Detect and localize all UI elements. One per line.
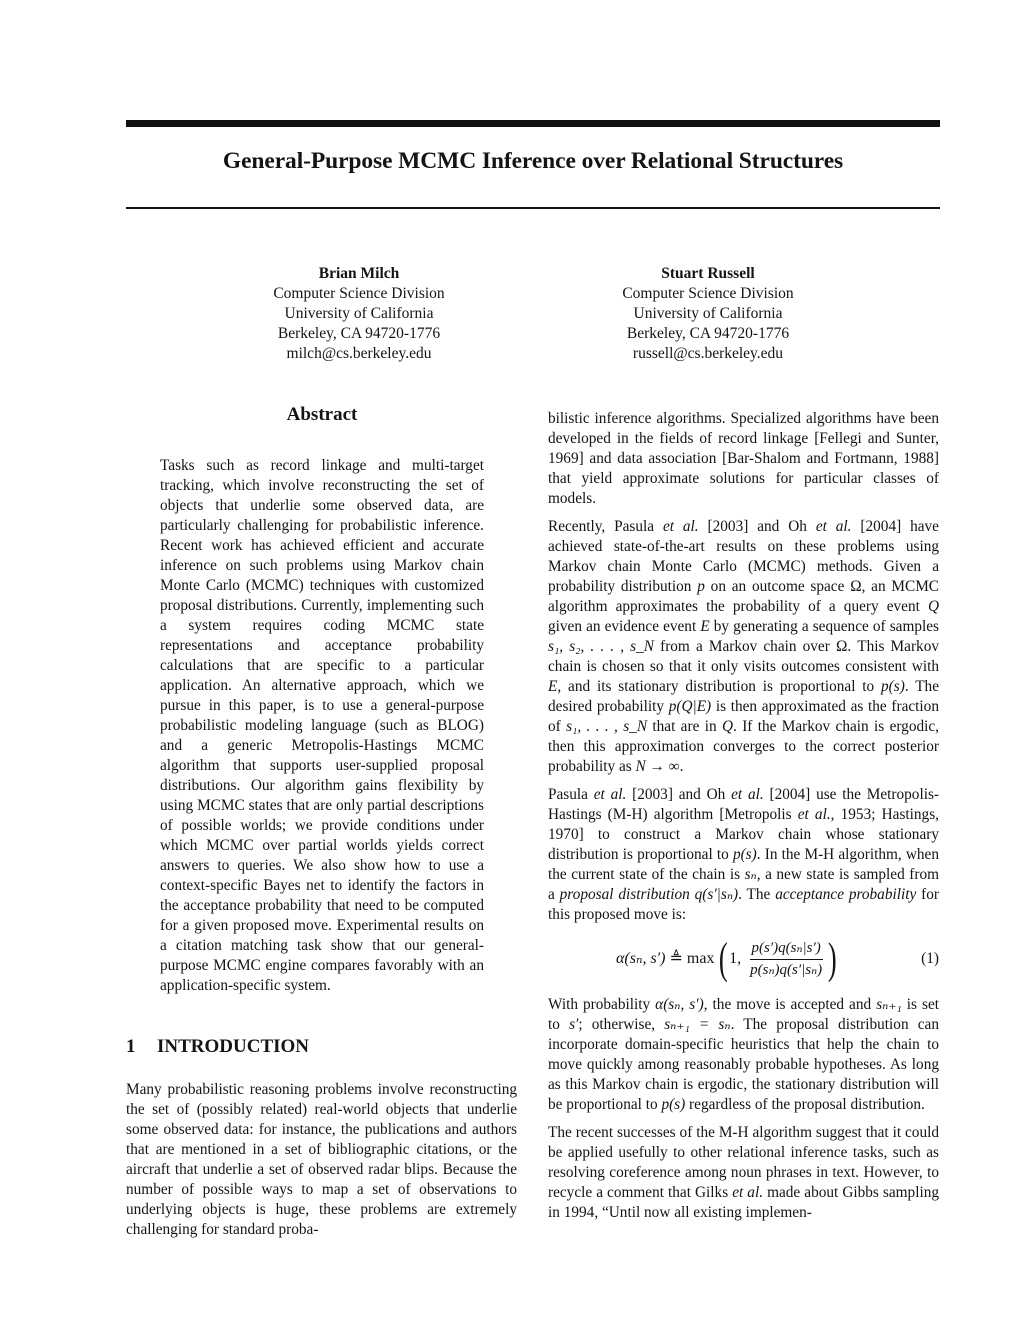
paragraph-continuation: bilistic inference algorithms. Specialized algorithms have been developed in the fields of record linkage [Fellegi and Sunter, 1969] and data association [Bar-Shalom and Fortmann, 1988] that yield approximate solutions for particular classes of models. [548, 410, 939, 507]
author-dept: Computer Science Division [273, 285, 445, 302]
section-number: 1 [126, 1036, 136, 1057]
author-org: University of California [284, 305, 434, 322]
abstract-heading: Abstract [286, 404, 358, 425]
paper-title: General-Purpose MCMC Inference over Relational Structures [222, 148, 844, 174]
author-block-russell [578, 264, 838, 364]
paragraph-mcmc-overview: Recently, Pasula et al. [2003] and Oh et al. [2004] have achieved state-of-the-art results on these problems using Markov chain Monte Carlo (MCMC) methods. Given a probability distribution p on an outcome space Ω, an MCMC algorithm approximates the probability of a query event Q given an evidence event E by generating a sequence of samples s₁, s₂, . . . , s_N from a Markov chain over Ω. This Markov chain is chosen so that it only visits outcomes consistent with E, and its stationary distribution is proportional to p(s). The desired probability p(Q|E) is then approximated as the fraction of s₁, . . . , s_N that are in Q. If the Markov chain is ergodic, then this approximation converges to the correct posterior probability as N → ∞. [548, 518, 939, 775]
author-email: russell@cs.berkeley.edu [632, 345, 784, 362]
section-title: INTRODUCTION [157, 1036, 310, 1057]
equation-max: max [686, 950, 715, 967]
author-block-milch [229, 264, 489, 364]
abstract-text: Tasks such as record linkage and multi-target tracking, which involve reconstructing the set of objects that underlie some observed data, are particularly challenging for probabilistic inference. Recent work has achieved efficient and accurate inference on such problems using Markov chain Monte Carlo (MCMC) techniques with customized proposal distributions. Currently, implementing such a system requires coding MCMC state representations and acceptance probability calculations that are specific to a particular application. An alternative approach, which we pursue in this paper, is to use a general-purpose probabilistic modeling language (such as BLOG) and a generic Metropolis-Hastings MCMC algorithm that supports user-supplied proposal distributions. Our algorithm gains flexibility by using MCMC states that are only partial descriptions of possible worlds; we provide conditions under which MCMC over partial worlds yields correct answers to queries. We also show how to use a context-specific Bayes net to identify the factors in the acceptance probability that need to be computed for a given proposed move. Experimental results on a citation matching task show that our general-purpose MCMC engine compares favorably with an application-specific system. [160, 457, 484, 994]
fraction-denominator: p(sₙ)q(s′|sₙ) [750, 961, 823, 978]
right-paren: ) [828, 934, 837, 983]
equation-one: 1, [729, 950, 742, 967]
author-dept: Computer Science Division [622, 285, 794, 302]
author-name: Brian Milch [318, 265, 400, 282]
right-column [548, 409, 939, 1223]
author-name: Stuart Russell [661, 265, 755, 282]
author-email: milch@cs.berkeley.edu [286, 345, 432, 362]
intro-paragraph: Many probabilistic reasoning problems involve reconstructing the set of (possibly related) real-world objects that underlie some observed data: for instance, the publications and authors that are mentioned in a set of bibliographic citations, or the aircraft that underlie a set of observed radar blips. Because the number of possible ways to map a set of observations to underlying objects is huge, these problems are extremely challenging for standard proba- [126, 1081, 517, 1238]
author-address: Berkeley, CA 94720-1776 [626, 325, 790, 342]
paragraph-recent-successes: The recent successes of the M-H algorithm suggest that it could be applied usefully to other relational inference tasks, such as resolving coreference among noun phrases in text. However, to recycle a comment that Gilks et al. made about Gibbs sampling in 1994, “Until now all existing implemen- [548, 1124, 939, 1221]
paragraph-acceptance: With probability α(sₙ, s′), the move is accepted and sₙ₊₁ is set to s′; otherwise, sₙ₊₁ = sₙ. The proposal distribution can incorporate domain-specific heuristics that help the chain to move quickly among reasonably probable hypotheses. As long as this Markov chain is ergodic, the stationary distribution will be proportional to p(s) regardless of the proposal distribution. [548, 996, 939, 1113]
equation-fraction [748, 939, 824, 980]
left-paren: ( [719, 934, 729, 983]
intro-heading [126, 1036, 309, 1058]
abstract-body [160, 456, 484, 996]
author-address: Berkeley, CA 94720-1776 [277, 325, 441, 342]
paragraph-metropolis-hastings: Pasula et al. [2003] and Oh et al. [2004] use the Metropolis-Hastings (M-H) algorithm [Metropolis et al., 1953; Hastings, 1970] to construct a Markov chain whose stationary distribution is proportional to p(s). In the M-H algorithm, when the current state of the chain is sₙ, a new state is sampled from a proposal distribution q(s′|sₙ). The acceptance probability for this proposed move is: [548, 786, 939, 923]
author-org: University of California [633, 305, 783, 322]
equation-defined-as: ≜ [669, 950, 683, 967]
equation-number: (1) [921, 950, 939, 967]
equation-acceptance-probability [548, 927, 939, 995]
title-rule-top [126, 120, 940, 127]
title-rule-bottom [126, 207, 940, 209]
fraction-numerator: p(s′)q(sₙ|s′) [750, 939, 823, 960]
equation-lhs: α(sₙ, s′) [616, 950, 666, 967]
intro-body [126, 1080, 517, 1240]
